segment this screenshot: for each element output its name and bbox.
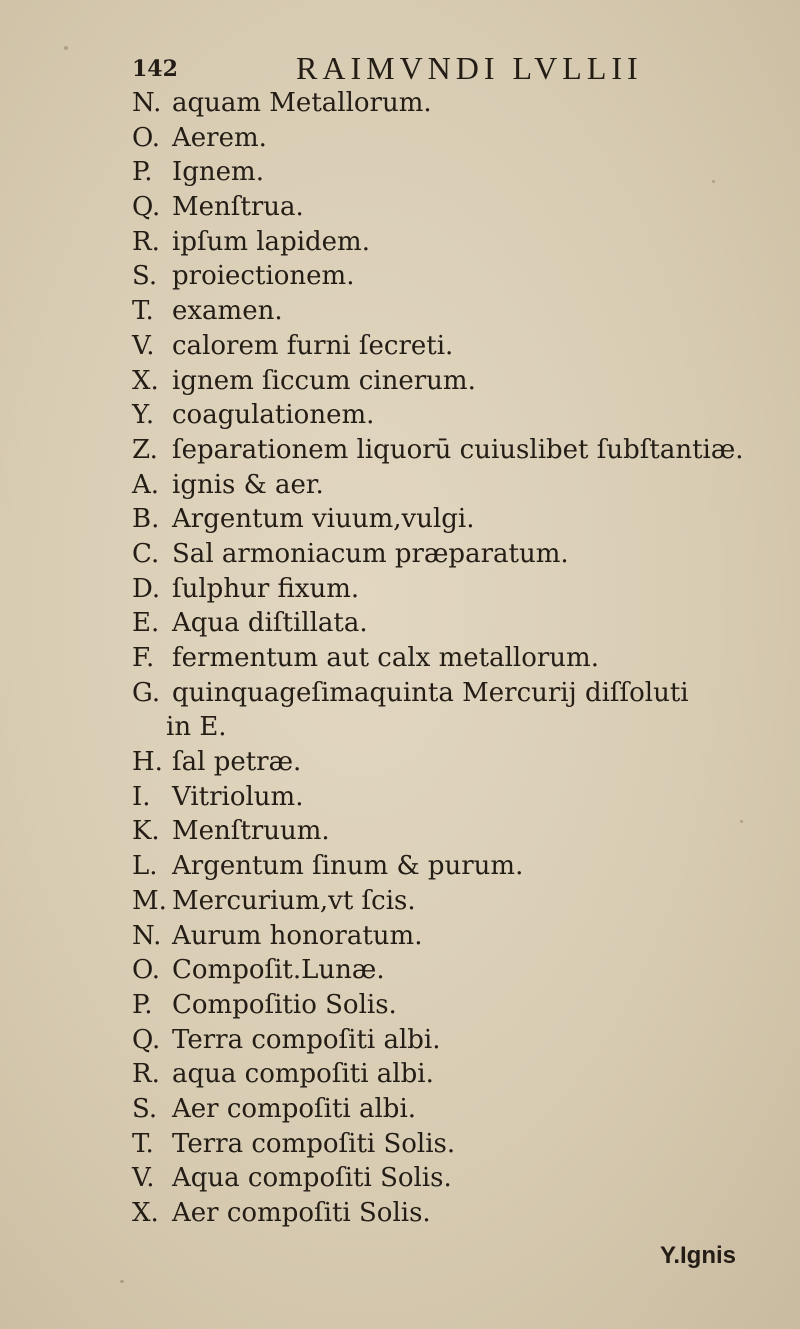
entry-text: Compoſit.Lunæ.	[172, 955, 385, 986]
entry-letter: V.	[132, 330, 155, 361]
entry-letter: A.	[132, 469, 160, 500]
list-item	[132, 953, 772, 988]
list-item	[132, 1127, 772, 1162]
entry-text: Terra compoſiti albi.	[172, 1024, 441, 1055]
entry-text: quinquageſimaquinta Mercurij diſſoluti	[172, 677, 689, 708]
list-item	[132, 676, 772, 745]
paper-speck	[64, 46, 68, 50]
entry-text: ignis & aer.	[172, 469, 324, 500]
entry-letter: B.	[132, 504, 160, 535]
list-item	[132, 364, 772, 399]
list-item	[132, 537, 772, 572]
entry-letter: N.	[132, 920, 162, 951]
entry-text: Terra compoſiti Solis.	[172, 1128, 456, 1159]
entry-text: aqua compoſiti albi.	[172, 1059, 434, 1090]
entry-letter: S.	[132, 1093, 158, 1124]
list-item	[132, 1092, 772, 1127]
key-list	[132, 86, 772, 1231]
entry-letter: V.	[132, 1163, 155, 1194]
list-item	[132, 572, 772, 607]
entry-continuation: in E.	[166, 711, 227, 742]
entry-text: ſeparationem liquorū cuiuslibet ſubſtantiæ.	[172, 434, 744, 465]
entry-letter: P.	[132, 157, 153, 188]
entry-letter: S.	[132, 261, 158, 292]
entry-letter: O.	[132, 122, 161, 153]
list-item	[132, 988, 772, 1023]
entry-text: ſulphur fixum.	[172, 573, 360, 604]
entry-text: Aer compoſiti albi.	[172, 1093, 417, 1124]
entry-text: ſal petræ.	[172, 747, 302, 778]
list-item	[132, 86, 772, 121]
catchword: Y.Ignis	[660, 1242, 737, 1269]
entry-letter: G.	[132, 677, 161, 708]
list-item	[132, 849, 772, 884]
list-item	[132, 1161, 772, 1196]
entry-letter: T.	[132, 1128, 154, 1159]
running-header	[132, 50, 652, 90]
entry-text: Compoſitio Solis.	[172, 989, 397, 1020]
entry-letter: F.	[132, 643, 155, 673]
list-item	[132, 398, 772, 433]
entry-letter: O.	[132, 955, 161, 986]
entry-letter: R.	[132, 1059, 160, 1090]
paper-speck	[120, 1280, 124, 1283]
list-item	[132, 780, 772, 815]
entry-letter: Q.	[132, 192, 161, 223]
entry-letter: P.	[132, 989, 153, 1020]
list-item	[132, 259, 772, 294]
entry-letter: X.	[132, 365, 159, 396]
entry-letter: I.	[132, 781, 151, 812]
entry-text: Mercurium,vt ſcis.	[172, 885, 416, 916]
entry-letter: K.	[132, 816, 160, 847]
entry-letter: T.	[132, 296, 154, 327]
entry-text: Aqua compoſiti Solis.	[172, 1163, 452, 1194]
entry-text: ipſum lapidem.	[172, 226, 370, 257]
entry-text: Argentum viuum,vulgi.	[172, 504, 475, 535]
list-item	[132, 1057, 772, 1092]
list-item	[132, 606, 772, 641]
list-item	[132, 745, 772, 780]
running-title: RAIMVNDI LVLLII	[296, 50, 643, 86]
list-item	[132, 329, 772, 364]
list-item	[132, 641, 772, 676]
entry-letter: D.	[132, 573, 161, 604]
entry-text: Aerem.	[172, 122, 267, 153]
entry-letter: M.	[132, 885, 167, 916]
entry-text: examen.	[172, 296, 283, 327]
entry-letter: Q.	[132, 1024, 161, 1055]
list-item	[132, 814, 772, 849]
entry-text: Sal armoniacum præparatum.	[172, 538, 569, 569]
entry-text: Aqua diſtillata.	[172, 608, 368, 639]
list-item	[132, 433, 772, 468]
entry-letter: C.	[132, 538, 160, 569]
entry-text: ignem ſiccum cinerum.	[172, 365, 476, 396]
list-item	[132, 919, 772, 954]
list-item	[132, 155, 772, 190]
entry-text: Argentum ſinum & purum.	[172, 851, 524, 882]
list-item	[132, 294, 772, 329]
entry-text: Aurum honoratum.	[172, 920, 423, 951]
list-item	[132, 1196, 772, 1231]
entry-letter: Y.	[132, 400, 155, 431]
list-item	[132, 884, 772, 919]
entry-text: calorem furni ſecreti.	[172, 330, 454, 361]
entry-letter: N.	[132, 88, 162, 118]
entry-text: Menſtruum.	[172, 816, 330, 847]
entry-text: Aer compoſiti Solis.	[172, 1198, 431, 1229]
entry-letter: H.	[132, 747, 163, 778]
entry-text: Vitriolum.	[172, 781, 304, 812]
list-item	[132, 1023, 772, 1058]
entry-text: coagulationem.	[172, 400, 375, 431]
entry-letter: X.	[132, 1198, 159, 1229]
entry-text: Ignem.	[172, 157, 264, 188]
list-item	[132, 121, 772, 156]
entry-text: fermentum aut calx metallorum.	[172, 643, 599, 673]
entry-text: aquam Metallorum.	[172, 88, 432, 118]
list-item	[132, 502, 772, 537]
list-item	[132, 468, 772, 503]
list-item	[132, 225, 772, 260]
entry-text: Menſtrua.	[172, 192, 304, 223]
entry-letter: R.	[132, 226, 160, 257]
entry-text: proiectionem.	[172, 261, 355, 292]
entry-letter: E.	[132, 608, 160, 639]
page-number: 142	[132, 56, 178, 82]
list-item	[132, 190, 772, 225]
entry-letter: L.	[132, 851, 158, 882]
entry-letter: Z.	[132, 434, 158, 465]
